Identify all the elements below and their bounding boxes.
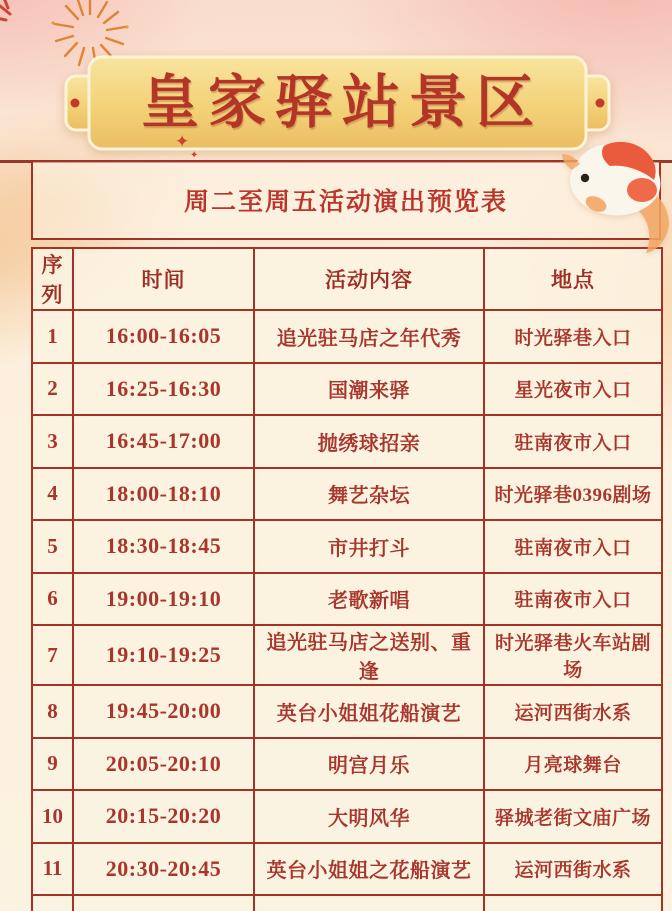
cell-location: 时光驿巷火车站剧场 [484, 625, 662, 685]
cell-seq: 3 [32, 415, 73, 468]
header-location: 地点 [484, 248, 662, 310]
table-row [32, 415, 662, 468]
table-row [32, 468, 662, 521]
schedule-table-body [32, 310, 662, 911]
cell-time: 20:30-20:45 [73, 843, 254, 896]
cell-location: 运河西街水系 [484, 685, 662, 738]
cell-seq: 1 [32, 310, 73, 363]
cell-activity: 舞艺杂坛 [254, 468, 484, 521]
table-row [32, 685, 662, 738]
table-row [32, 738, 662, 791]
cell-time: 19:10-19:25 [73, 625, 254, 685]
header-time: 时间 [73, 248, 254, 310]
cell-location: 时光驿巷0396剧场 [484, 468, 662, 521]
cell-activity: 老歌新唱 [254, 573, 484, 626]
header-activity: 活动内容 [254, 248, 484, 310]
cell-time: 19:00-19:10 [73, 573, 254, 626]
table-row-partial [32, 895, 662, 911]
cell-seq: 10 [32, 790, 73, 843]
header-seq: 序列 [32, 248, 73, 310]
cell-time: 16:45-17:00 [73, 415, 254, 468]
cell-activity: 追光驻马店之送别、重逢 [254, 625, 484, 685]
cell-seq: 7 [32, 625, 73, 685]
cell-location: 驻南夜市入口 [484, 520, 662, 573]
cell-time: 16:00-16:05 [73, 310, 254, 363]
cell-activity: 大明风华 [254, 790, 484, 843]
cell-seq: 11 [32, 843, 73, 896]
cell-seq: 6 [32, 573, 73, 626]
table-row [32, 310, 662, 363]
cell-activity: 市井打斗 [254, 520, 484, 573]
cell-location: 时光驿巷入口 [484, 310, 662, 363]
cell-location: 驻南夜市入口 [484, 573, 662, 626]
sparkle-icon: ✦ [175, 132, 190, 151]
cell-activity: 英台小姐姐之花船演艺 [254, 843, 484, 896]
cell-time: 20:15-20:20 [73, 790, 254, 843]
sparkle-icon: ✦ [190, 150, 199, 161]
schedule-table [31, 247, 663, 911]
subtitle-box [31, 160, 661, 240]
cell-time: 18:00-18:10 [73, 468, 254, 521]
cell-seq: 8 [32, 685, 73, 738]
table-row [32, 843, 662, 896]
table-row [32, 363, 662, 416]
cell-time: 19:45-20:00 [73, 685, 254, 738]
cell-activity: 英台小姐姐花船演艺 [254, 685, 484, 738]
cell-time [73, 895, 254, 911]
table-row [32, 520, 662, 573]
cell-location: 星光夜市入口 [484, 363, 662, 416]
page-subtitle: 周二至周五活动演出预览表 [183, 189, 508, 216]
corner-firework-icon [0, 0, 34, 32]
cell-location: 驻南夜市入口 [484, 415, 662, 468]
table-row [32, 625, 662, 685]
cell-seq: 5 [32, 520, 73, 573]
cell-seq: 2 [32, 363, 73, 416]
cell-time: 18:30-18:45 [73, 520, 254, 573]
cell-location [484, 895, 662, 911]
cell-location: 运河西街水系 [484, 843, 662, 896]
page-title: 皇家驿站景区 [140, 70, 543, 135]
cell-time: 20:05-20:10 [73, 738, 254, 791]
cell-activity [254, 895, 484, 911]
header-row [32, 248, 662, 310]
title-banner [63, 54, 612, 161]
table-row [32, 573, 662, 626]
cell-seq [32, 895, 73, 911]
cell-activity: 抛绣球招亲 [254, 415, 484, 468]
cell-activity: 明宫月乐 [254, 738, 484, 791]
cell-location: 驿城老街文庙广场 [484, 790, 662, 843]
cell-seq: 4 [32, 468, 73, 521]
cell-activity: 追光驻马店之年代秀 [254, 310, 484, 363]
cell-activity: 国潮来驿 [254, 363, 484, 416]
cell-seq: 9 [32, 738, 73, 791]
schedule-table-header [32, 248, 662, 310]
table-row [32, 790, 662, 843]
cell-location: 月亮球舞台 [484, 738, 662, 791]
cell-time: 16:25-16:30 [73, 363, 254, 416]
